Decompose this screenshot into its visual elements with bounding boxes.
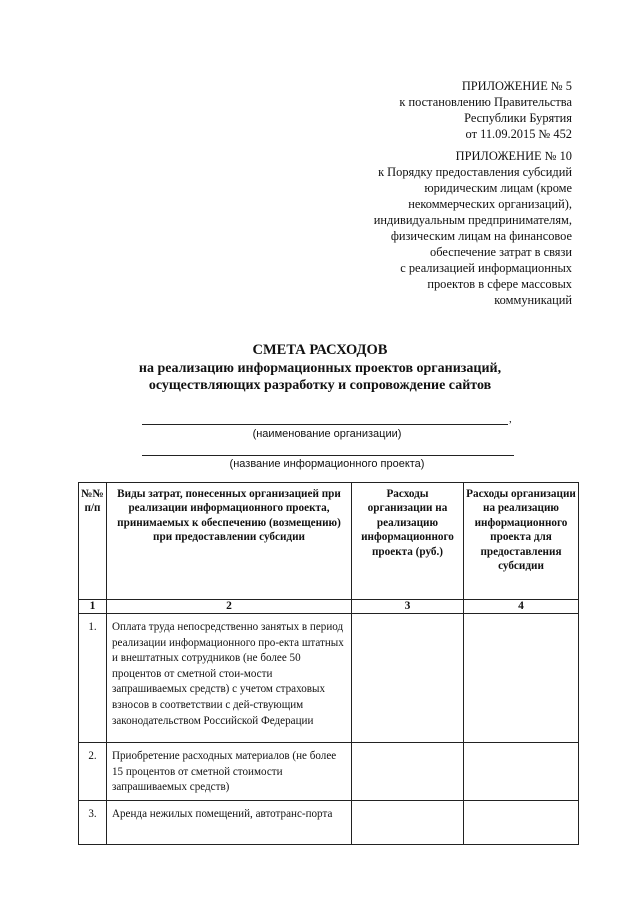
project-name-line[interactable] [142,455,514,456]
table-row [79,743,579,801]
annex-10-line: юридическим лицам (кроме [424,181,572,195]
organization-cost-cell[interactable] [352,801,464,845]
annex-10-line: некоммерческих организаций), [408,197,572,211]
subsidy-cost-cell[interactable] [464,614,579,743]
column-number-row [79,600,579,614]
subsidy-cost-cell[interactable] [464,801,579,845]
annex-10-line: проектов в сфере массовых [427,277,572,291]
estimate-table [78,482,579,845]
annex-10-line: индивидуальным предпринимателям, [373,213,572,227]
annex-5-header [399,78,572,142]
title-subtitle-line-2: осуществляющих разработку и сопровождение сайтов [148,378,492,393]
column-number: 4 [464,600,579,614]
annex-10-line: физическим лицам на финансовое [390,229,572,243]
organization-name-caption: (наименование организации) [252,428,402,440]
header-subsidy-costs: Расходы организации на реализацию информационного проекта для предоставления субсидии [464,483,579,600]
column-number: 3 [352,600,464,614]
table-row [79,801,579,845]
organization-cost-cell[interactable] [352,614,464,743]
title-subtitle-line-1: на реализацию информационных проектов организаций, [138,361,502,376]
header-index: №№ п/п [79,483,107,600]
annex-10-line: коммуникаций [494,293,572,307]
organization-name-line[interactable] [142,424,508,425]
header-expense-type: Виды затрат, понесенных организацией при реализации информационного проекта, принимаемых к обеспечению (возмещению) при предоставлении субсидии [107,483,352,600]
column-number: 1 [79,600,107,614]
project-name-caption: (название информационного проекта) [229,458,425,470]
row-number: 2. [79,743,107,801]
annex-10-line: обеспечение затрат в связи [430,245,572,259]
annex-5-line: к постановлению Правительства [399,95,572,109]
organization-cost-cell[interactable] [352,743,464,801]
header-organization-costs: Расходы организации на реализацию информационного проекта (руб.) [352,483,464,600]
subsidy-cost-cell[interactable] [464,743,579,801]
document-title [0,341,640,394]
organization-line-comma: , [509,413,512,425]
annex-5-line: Республики Бурятия [464,111,572,125]
annex-10-header [374,148,572,308]
title-main: СМЕТА РАСХОДОВ [252,342,388,358]
annex-10-title: ПРИЛОЖЕНИЕ № 10 [455,149,572,163]
annex-5-date: от 11.09.2015 № 452 [465,127,572,141]
column-number: 2 [107,600,352,614]
table-row [79,614,579,743]
expense-description: Приобретение расходных материалов (не более 15 процентов от сметной стоимости запрашиваемых средств) [107,743,352,801]
row-number: 1. [79,614,107,743]
expense-description: Аренда нежилых помещений, автотранс-порта [107,801,352,845]
annex-10-line: к Порядку предоставления субсидий [378,165,572,179]
table-header-row [79,483,579,600]
expense-description: Оплата труда непосредственно занятых в период реализации информационного про-екта штатных и внештатных сотрудников (не более 50 процентов от сметной стои-мости запрашиваемых средств) с учетом страховых взносов в соответствии с дей-ствующим законодательством Российской Федерации [107,614,352,743]
annex-5-title: ПРИЛОЖЕНИЕ № 5 [461,79,572,93]
row-number: 3. [79,801,107,845]
annex-10-line: с реализацией информационных [400,261,572,275]
